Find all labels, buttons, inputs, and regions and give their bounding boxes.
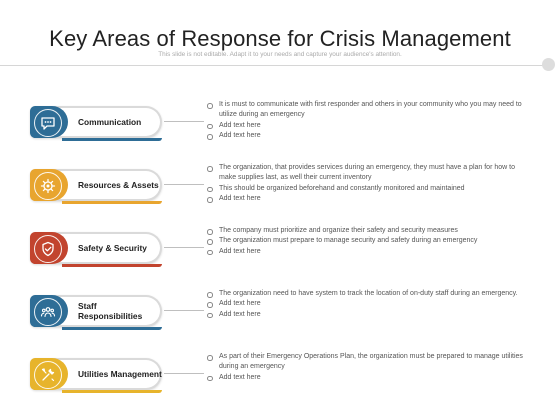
area-badge	[30, 169, 68, 201]
bullet-item: Add text here	[207, 194, 527, 204]
bullet-item: This should be organized beforehand and constantly monitored and maintained	[207, 184, 527, 194]
page-subtitle: This slide is not editable. Adapt it to your needs and capture your audience's attention.	[158, 51, 402, 58]
bullet-item: The organization must prepare to manage security and safety during an emergency	[207, 236, 527, 246]
bullet-item: Add text here	[207, 373, 527, 383]
bullet-item: The organization need to have system to track the location of on-duty staff during an emergency.	[207, 289, 527, 299]
area-badge	[30, 232, 68, 264]
bullet-item: Add text here	[207, 310, 527, 320]
page-title: Key Areas of Response for Crisis Management	[49, 26, 511, 51]
header-divider-dot	[542, 58, 555, 71]
area-bullets	[207, 100, 527, 142]
connector-line	[164, 184, 204, 185]
area-row-communication	[30, 101, 550, 146]
gear-icon	[40, 178, 56, 194]
bullet-item: The company must prioritize and organize their safety and security measures	[207, 226, 527, 236]
team-icon	[40, 304, 56, 320]
header-divider	[0, 65, 546, 66]
shield-icon	[40, 241, 56, 257]
area-row-utilities	[30, 353, 550, 398]
pill-accent	[62, 327, 162, 330]
bullet-item: The organization, that provides services during an emergency, they must have a plan for how to make supplies last, as well their current inventory	[207, 163, 527, 184]
area-label: Utilities Management	[78, 369, 162, 379]
area-row-safety	[30, 227, 550, 272]
area-bullets	[207, 289, 527, 320]
bullet-item: Add text here	[207, 299, 527, 309]
pill-accent	[62, 201, 162, 204]
pill-accent	[62, 138, 162, 141]
connector-line	[164, 121, 204, 122]
pill-accent	[62, 264, 162, 267]
chat-bubble-icon	[40, 115, 56, 131]
bullet-item: Add text here	[207, 131, 527, 141]
area-label: Communication	[78, 117, 142, 127]
area-badge	[30, 295, 68, 327]
bullet-item: As part of their Emergency Operations Plan, the organization must be prepared to manage utilities during an emergency	[207, 352, 527, 373]
area-row-staff	[30, 290, 550, 335]
area-bullets	[207, 352, 527, 383]
area-label: Staff Responsibilities	[78, 301, 143, 321]
area-badge	[30, 106, 68, 138]
area-row-resources	[30, 164, 550, 209]
area-label: Safety & Security	[78, 243, 147, 253]
area-bullets	[207, 226, 527, 257]
bullet-item: Add text here	[207, 247, 527, 257]
connector-line	[164, 247, 204, 248]
connector-line	[164, 373, 204, 374]
area-bullets	[207, 163, 527, 205]
pill-accent	[62, 390, 162, 393]
area-label: Resources & Assets	[78, 180, 159, 190]
area-badge	[30, 358, 68, 390]
connector-line	[164, 310, 204, 311]
bullet-item: Add text here	[207, 121, 527, 131]
tools-icon	[40, 367, 56, 383]
bullet-item: It is must to communicate with first responder and others in your community who you may need to utilize during an emergency	[207, 100, 527, 121]
